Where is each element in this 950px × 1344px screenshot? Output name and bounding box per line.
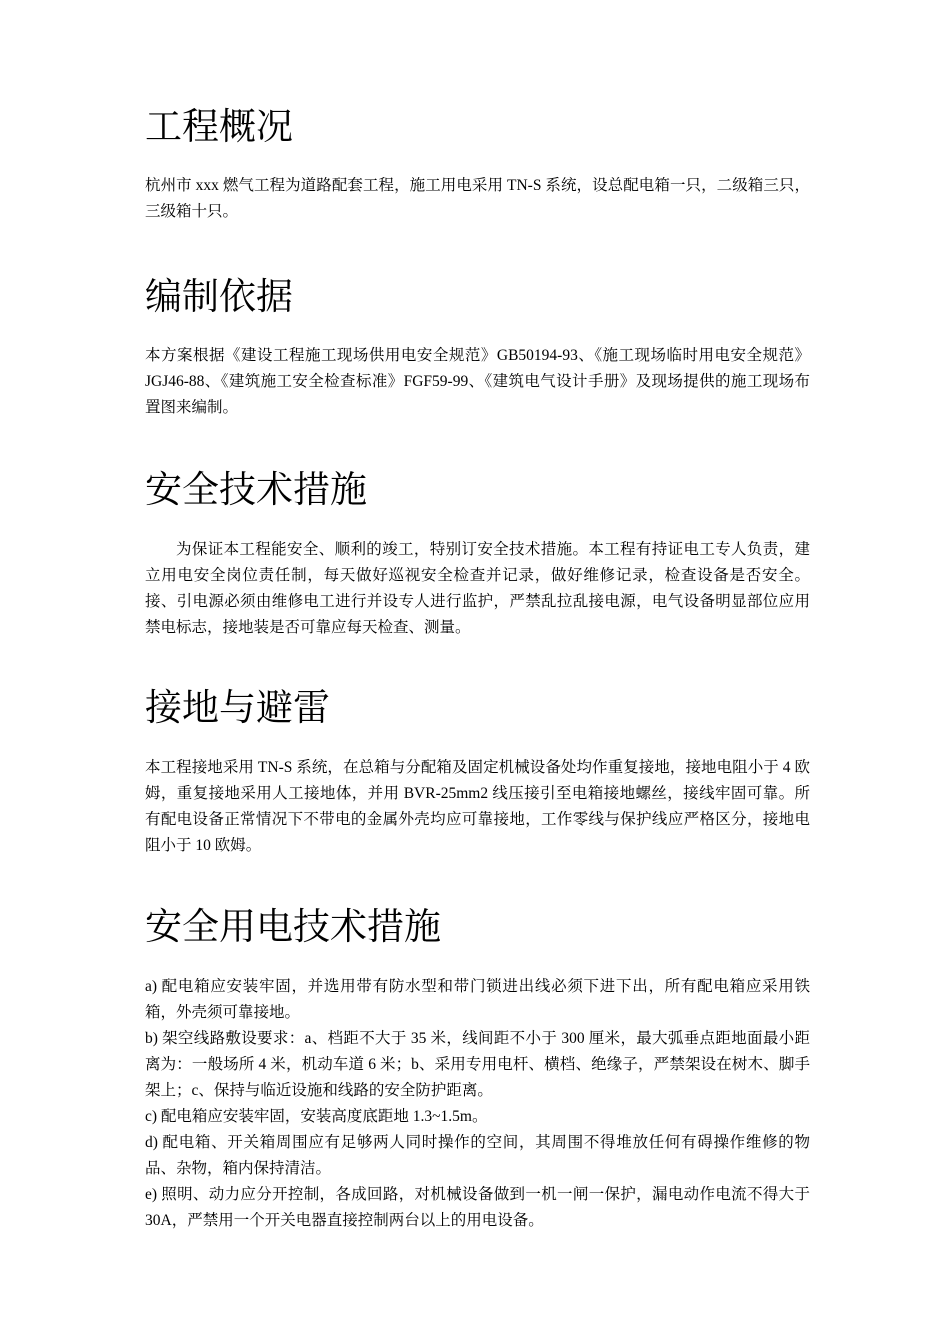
list-item: c) 配电箱应安装牢固，安装高度底距地 1.3~1.5m。 — [145, 1108, 488, 1125]
paragraph-project-overview: 杭州市 xxx 燃气工程为道路配套工程，施工用电采用 TN-S 系统，设总配电箱一只，二级箱三只，三级箱十只。 — [145, 177, 810, 220]
heading-basis: 编制依据 — [145, 275, 293, 318]
electrical-safety-list — [145, 974, 810, 1234]
paragraph-safety-measures: 为保证本工程能安全、顺利的竣工，特别订安全技术措施。本工程有持证电工专人负责，建立用电安全岗位责任制，每天做好巡视安全检查并记录，做好维修记录，检查设备是否安全。接、引电源必须由维修电工进行并设专人进行监护，严禁乱拉乱接电源，电气设备明显部位应用禁电标志，接地装是否可靠应每天检查、测量。 — [145, 541, 810, 636]
heading-project-overview: 工程概况 — [145, 105, 293, 148]
paragraph-basis: 本方案根据《建设工程施工现场供用电安全规范》GB50194-93、《施工现场临时用电安全规范》JGJ46-88、《建筑施工安全检查标准》FGF59-99、《建筑电气设计手册》及现场提供的施工现场布置图来编制。 — [145, 347, 810, 416]
list-item: b) 架空线路敷设要求：a、档距不大于 35 米，线间距不小于 300 厘米，最大弧垂点距地面最小距离为：一般场所 4 米，机动车道 6 米；b、采用专用电杆、横档、绝缘子，严禁架设在树木、脚手架上；c、保持与临近设施和线路的安全防护距离。 — [145, 1030, 810, 1099]
list-item: d) 配电箱、开关箱周围应有足够两人同时操作的空间，其周围不得堆放任何有碍操作维修的物品、杂物，箱内保持清洁。 — [145, 1134, 810, 1177]
paragraph-grounding: 本工程接地采用 TN-S 系统，在总箱与分配箱及固定机械设备处均作重复接地，接地电阻小于 4 欧姆，重复接地采用人工接地体，并用 BVR-25mm2 线压接引至电箱接地螺丝，接线牢固可靠。所有配电设备正常情况下不带电的金属外壳均应可靠接地，工作零线与保护线应严格区分，接地电阻小于 10 欧姆。 — [145, 759, 810, 854]
heading-grounding: 接地与避雷 — [145, 686, 330, 729]
list-item: a) 配电箱应安装牢固，并选用带有防水型和带门锁进出线必须下进下出，所有配电箱应采用铁箱，外壳须可靠接地。 — [145, 978, 810, 1021]
heading-safety-measures: 安全技术措施 — [145, 468, 367, 511]
heading-electrical-safety: 安全用电技术措施 — [145, 905, 441, 948]
list-item: e) 照明、动力应分开控制，各成回路，对机械设备做到一机一闸一保护，漏电动作电流不得大于 30A，严禁用一个开关电器直接控制两台以上的用电设备。 — [145, 1186, 810, 1229]
